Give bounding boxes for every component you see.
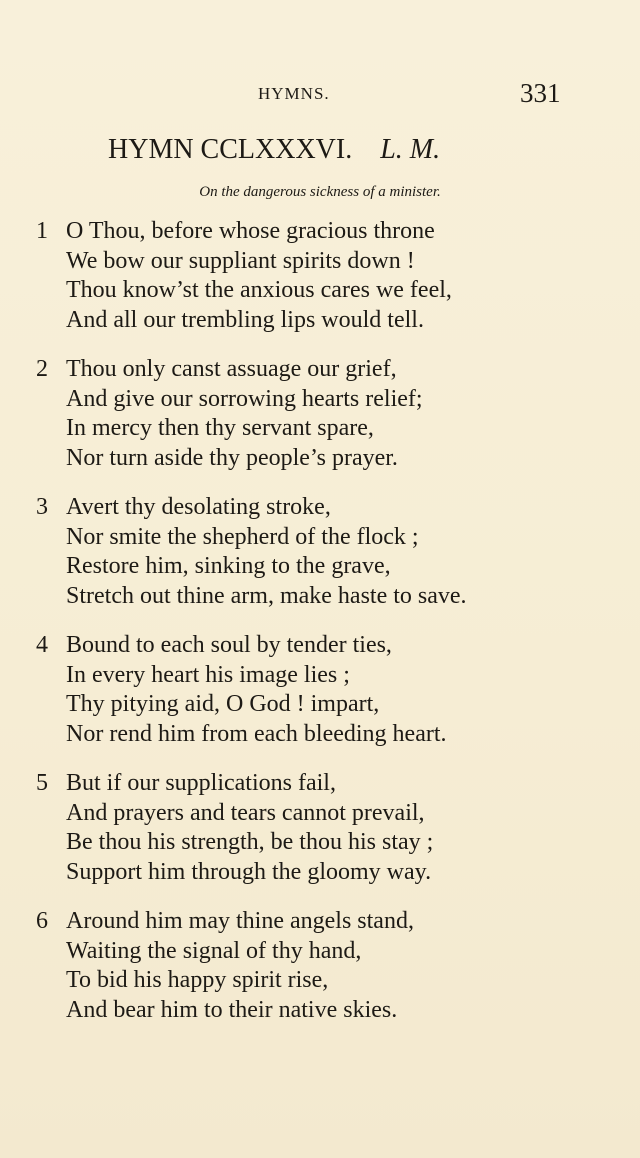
stanza — [36, 907, 616, 1025]
verse-line: And prayers and tears cannot prevail, — [66, 799, 425, 826]
verse-line: Nor rend him from each bleeding heart. — [66, 720, 447, 747]
verse-line: Stretch out thine arm, make haste to save. — [66, 582, 467, 609]
verse-line: We bow our suppliant spirits down ! — [66, 247, 415, 274]
hymn-meter: L. M. — [380, 134, 441, 165]
verse-line: Avert thy desolating stroke, — [66, 494, 331, 520]
page-number: 331 — [520, 78, 561, 108]
verse-line: Bound to each soul by tender ties, — [66, 632, 392, 658]
verse-line: Nor turn aside thy people’s prayer. — [66, 444, 398, 471]
running-head: HYMNS. — [258, 84, 330, 103]
verse-line: Around him may thine angels stand, — [66, 908, 414, 934]
hymn-subtitle: On the dangerous sickness of a minister. — [199, 184, 441, 200]
verse-line: Nor smite the shepherd of the flock ; — [66, 523, 419, 550]
verse-line: And bear him to their native skies. — [66, 996, 398, 1023]
verse-line: Thy pitying aid, O God ! impart, — [66, 691, 380, 717]
stanza-list — [36, 217, 616, 1045]
hymn-title — [108, 134, 538, 166]
verse-line: In mercy then thy servant spare, — [66, 415, 374, 441]
stanza-number: 4 — [36, 632, 48, 658]
verse-line: And all our trembling lips would tell. — [66, 306, 424, 333]
stanza — [36, 769, 616, 887]
verse-line: Support him through the gloomy way. — [66, 858, 432, 885]
stanza — [36, 493, 616, 611]
verse-line: Be thou his strength, be thou his stay ; — [66, 829, 434, 855]
stanza-number: 5 — [36, 770, 48, 796]
hymn-number: HYMN CCLXXXVI. — [108, 134, 353, 165]
stanza-number: 2 — [36, 356, 48, 382]
verse-line: Thou know’st the anxious cares we feel, — [66, 277, 452, 303]
stanza — [36, 217, 616, 335]
verse-line: To bid his happy spirit rise, — [66, 967, 329, 993]
verse-line: O Thou, before whose gracious throne — [66, 218, 435, 244]
verse-line: In every heart his image lies ; — [66, 661, 350, 688]
stanza — [36, 631, 616, 749]
stanza-number: 3 — [36, 494, 48, 520]
stanza-number: 1 — [36, 218, 48, 244]
stanza — [36, 355, 616, 473]
verse-line: Restore him, sinking to the grave, — [66, 553, 391, 579]
verse-line: And give our sorrowing hearts relief; — [66, 385, 423, 412]
stanza-number: 6 — [36, 908, 48, 934]
verse-line: Thou only canst assuage our grief, — [66, 356, 397, 382]
verse-line: But if our supplications fail, — [66, 770, 336, 796]
verse-line: Waiting the signal of thy hand, — [66, 937, 362, 964]
